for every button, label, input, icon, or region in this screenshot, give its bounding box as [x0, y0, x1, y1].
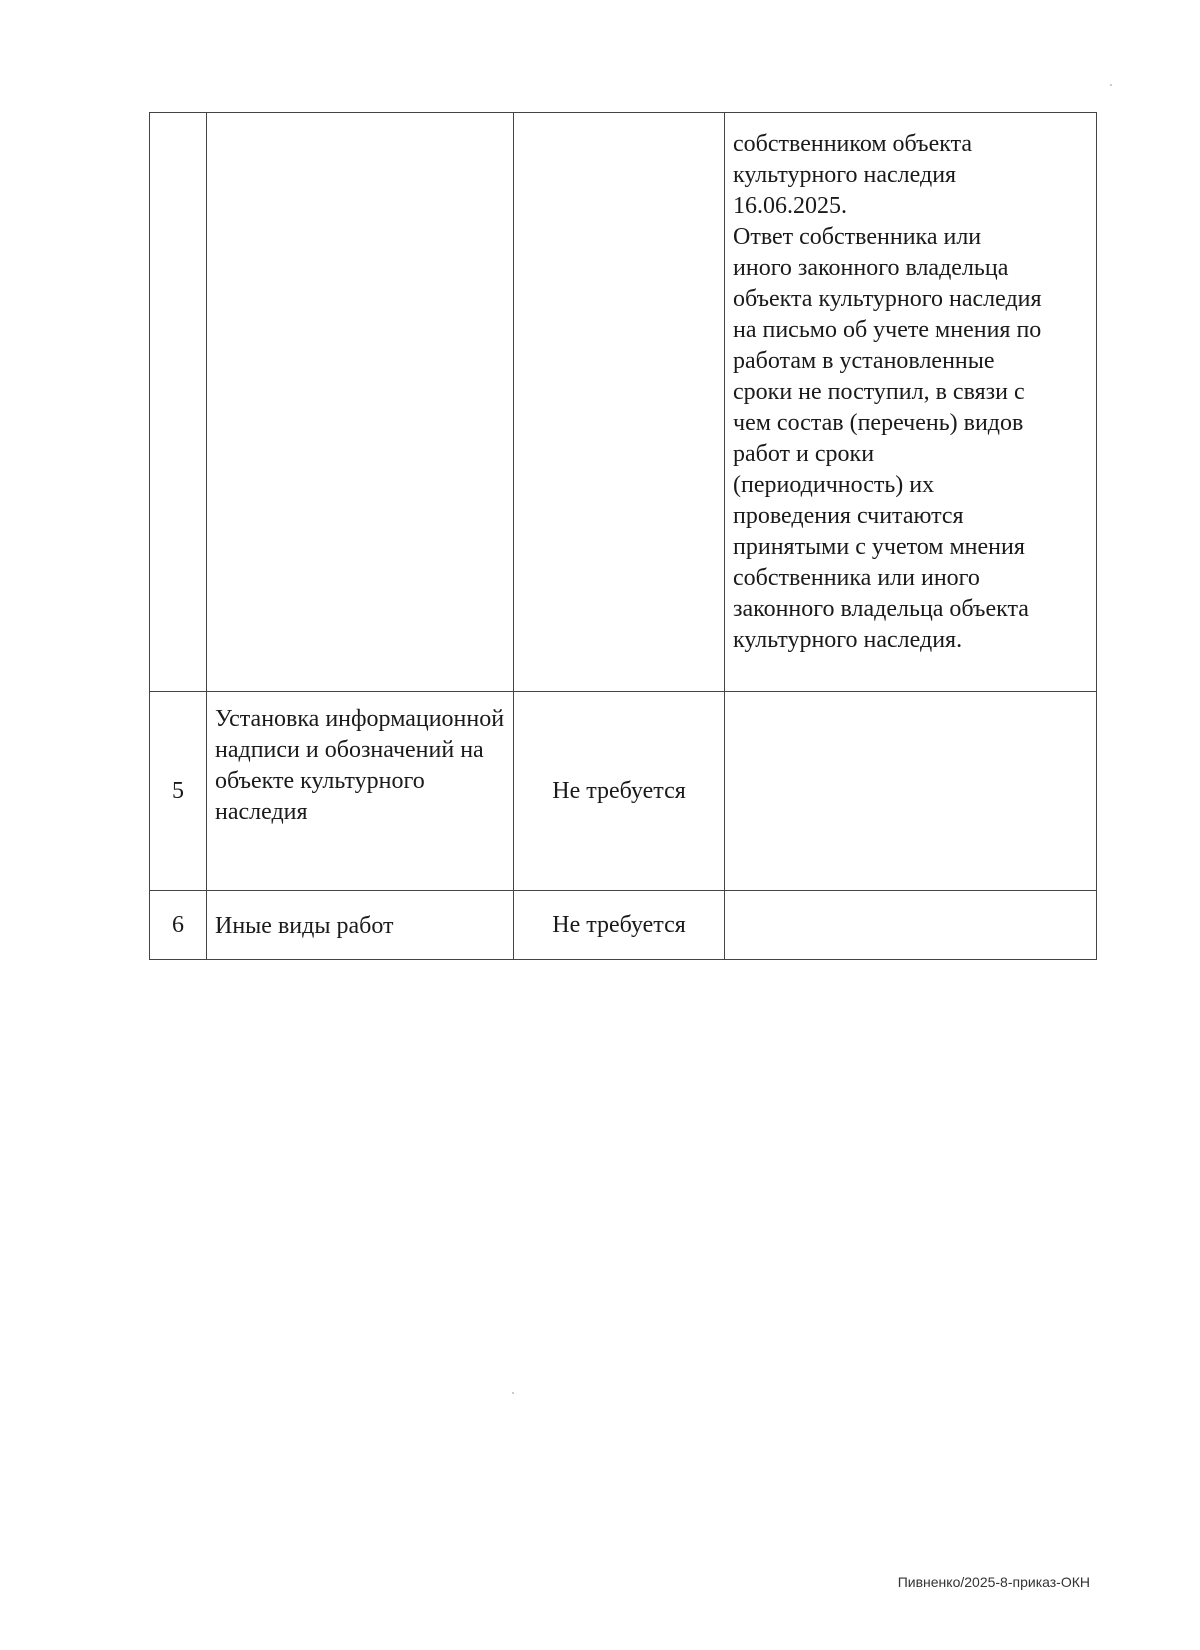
note-line: работ и сроки [733, 441, 875, 467]
note-text [725, 113, 1096, 664]
works-table [149, 112, 1097, 960]
work-name-cell [207, 113, 514, 692]
table-row [150, 891, 1097, 960]
note-cell [725, 891, 1097, 960]
work-name-cell: Иные виды работ [207, 891, 514, 960]
note-line: сроки не поступил, в связи с [733, 379, 1025, 405]
note-line: культурного наследия [733, 162, 957, 188]
scan-speck [512, 1392, 514, 1394]
note-line: 16.06.2025. [733, 193, 847, 219]
requirement-cell: Не требуется [514, 692, 725, 891]
document-reference: Пивненко/2025-8-приказ-ОКН [897, 1574, 1090, 1590]
note-line: законного владельца объекта [733, 596, 1029, 622]
row-number-cell [150, 113, 207, 692]
row-number-cell: 6 [150, 891, 207, 960]
note-cell [725, 692, 1097, 891]
table-row [150, 692, 1097, 891]
work-name-cell: Установка информационной надписи и обозначений на объекте культурного наследия [207, 692, 514, 891]
note-line: собственником объекта [733, 131, 973, 157]
note-line: собственника или иного [733, 565, 980, 591]
row-number-cell: 5 [150, 692, 207, 891]
note-line: иного законного владельца [733, 255, 1009, 281]
scan-speck [1110, 84, 1112, 86]
table-row [150, 113, 1097, 692]
note-line: принятыми с учетом мнения [733, 534, 1025, 560]
note-line: чем состав (перечень) видов [733, 410, 1024, 436]
note-line: работам в установленные [733, 348, 995, 374]
note-line: Ответ собственника или [733, 224, 982, 250]
note-line: проведения считаются [733, 503, 964, 529]
note-line: (периодичность) их [733, 472, 935, 498]
note-cell [725, 113, 1097, 692]
note-line: на письмо об учете мнения по [733, 317, 1042, 343]
requirement-cell: Не требуется [514, 891, 725, 960]
note-line: культурного наследия. [733, 627, 963, 653]
requirement-cell [514, 113, 725, 692]
note-line: объекта культурного наследия [733, 286, 1042, 312]
